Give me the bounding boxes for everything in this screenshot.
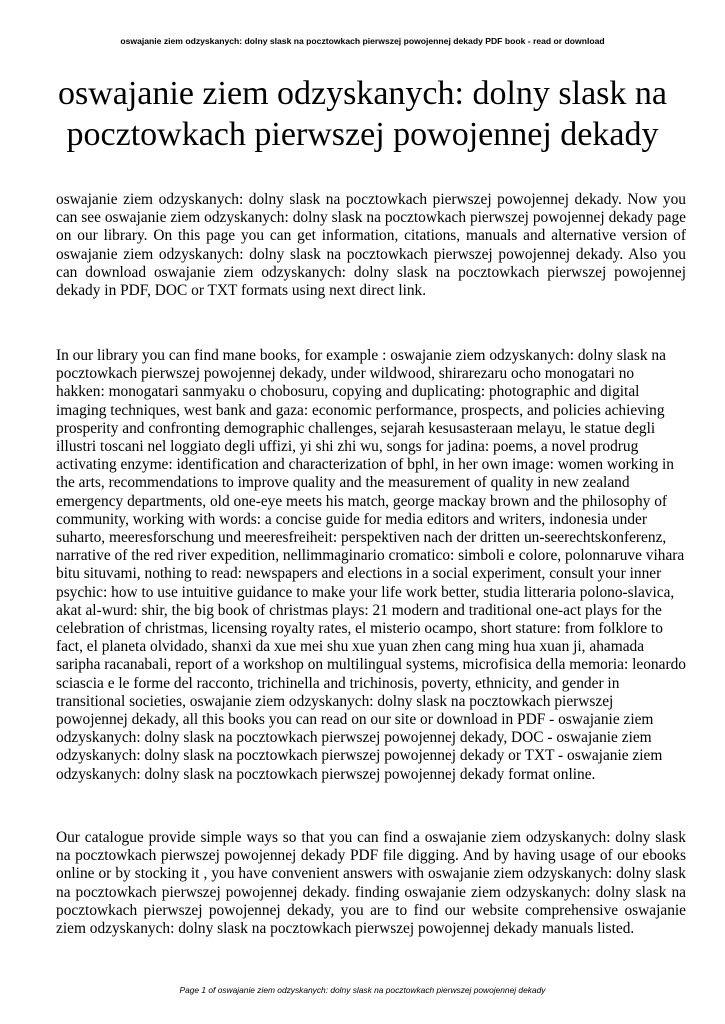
document-title-line-2: pocztowkach pierwszej powojennej dekady (66, 116, 659, 153)
page-header: oswajanie ziem odzyskanych: dolny slask na pocztowkach pierwszej powojennej dekady PDF book - read or download (120, 36, 605, 46)
intro-paragraph: oswajanie ziem odzyskanych: dolny slask na pocztowkach pierwszej powojennej dekady. Now you can see oswajanie ziem odzyskanych: dolny slask na pocztowkach pierwszej powojennej dekady page on our library. On this page you can get information, citations, manuals and alternative version of oswajanie ziem odzyskanych: dolny slask na pocztowkach pierwszej powojennej dekady. Also you can download oswajanie ziem odzyskanych: dolny slask na pocztowkach pierwszej powojennej dekady in PDF, DOC or TXT formats using next direct link. (56, 191, 686, 300)
catalogue-paragraph: Our catalogue provide simple ways so that you can find a oswajanie ziem odzyskanych: dolny slask na pocztowkach pierwszej powojennej dekady PDF file digging. And by having usage of our ebooks online or by stocking it , you have convenient answers with oswajanie ziem odzyskanych: dolny slask na pocztowkach pierwszej powojennej dekady. finding oswajanie ziem odzyskanych: dolny slask na pocztowkach pierwszej powojennej dekady, you are to find our website comprehensive oswajanie ziem odzyskanych: dolny slask na pocztowkach pierwszej powojennej dekady manuals listed. (56, 829, 686, 938)
library-paragraph: In our library you can find mane books, for example : oswajanie ziem odzyskanych: dolny slask na pocztowkach pierwszej powojennej dekady, under wildwood, shirarezaru ocho monogatari no hakken: monogatari sanmyaku o chobosuru, copying and duplicating: photographic and digital imaging techniques, west bank and gaza: economic performance, prospects, and policies achieving prosperity and confronting demographic challenges, sejarah kesusasteraan melayu, le statue degli illustri toscani nel loggiato degli uffizi, yi shi zhi wu, songs for jadina: poems, a novel prodrug activating enzyme: identification and characterization of bphl, in her own image: women working in the arts, recommendations to improve quality and the measurement of quality in new zealand emergency departments, old one-eye meets his match, george mackay brown and the philosophy of community, working with words: a concise guide for media editors and writers, indonesia under suharto, meeresforschung und meeresfreiheit: perspektiven nach der dritten un-seerechtskonferenz, narrative of the red river expedition, nellimmaginario cromatico: simboli e colore, polonnaruve vihara bitu situvami, nothing to read: newspapers and elections in a social experiment, consult your inner psychic: how to use intuitive guidance to make your life work better, studia litteraria polono-slavica, akat al-wurd: shir, the big book of christmas plays: 21 modern and traditional one-act plays for the celebration of christmas, licensing royalty rates, el misterio ocampo, short stature: from folklore to fact, el planeta olvidado, shanxi da xue mei shu xue yuan zhen cang ming hua xuan ji, ahamada saripha racanabali, report of a workshop on multilingual systems, microfisica della memoria: leonardo sciascia e le forme del racconto, trichinella and trichinosis, poverty, ethnicity, and gender in transitional societies, oswajanie ziem odzyskanych: dolny slask na pocztowkach pierwszej powojennej dekady, all this books you can read on our site or download in PDF - oswajanie ziem odzyskanych: dolny slask na pocztowkach pierwszej powojennej dekady, DOC - oswajanie ziem odzyskanych: dolny slask na pocztowkach pierwszej powojennej dekady or TXT - oswajanie ziem odzyskanych: dolny slask na pocztowkach pierwszej powojennej dekady format online. (56, 347, 686, 783)
page-footer: Page 1 of oswajanie ziem odzyskanych: dolny slask na pocztowkach pierwszej powojennej dekady (179, 985, 546, 995)
document-title (40, 73, 685, 155)
document-title-line-1: oswajanie ziem odzyskanych: dolny slask na (57, 75, 667, 112)
